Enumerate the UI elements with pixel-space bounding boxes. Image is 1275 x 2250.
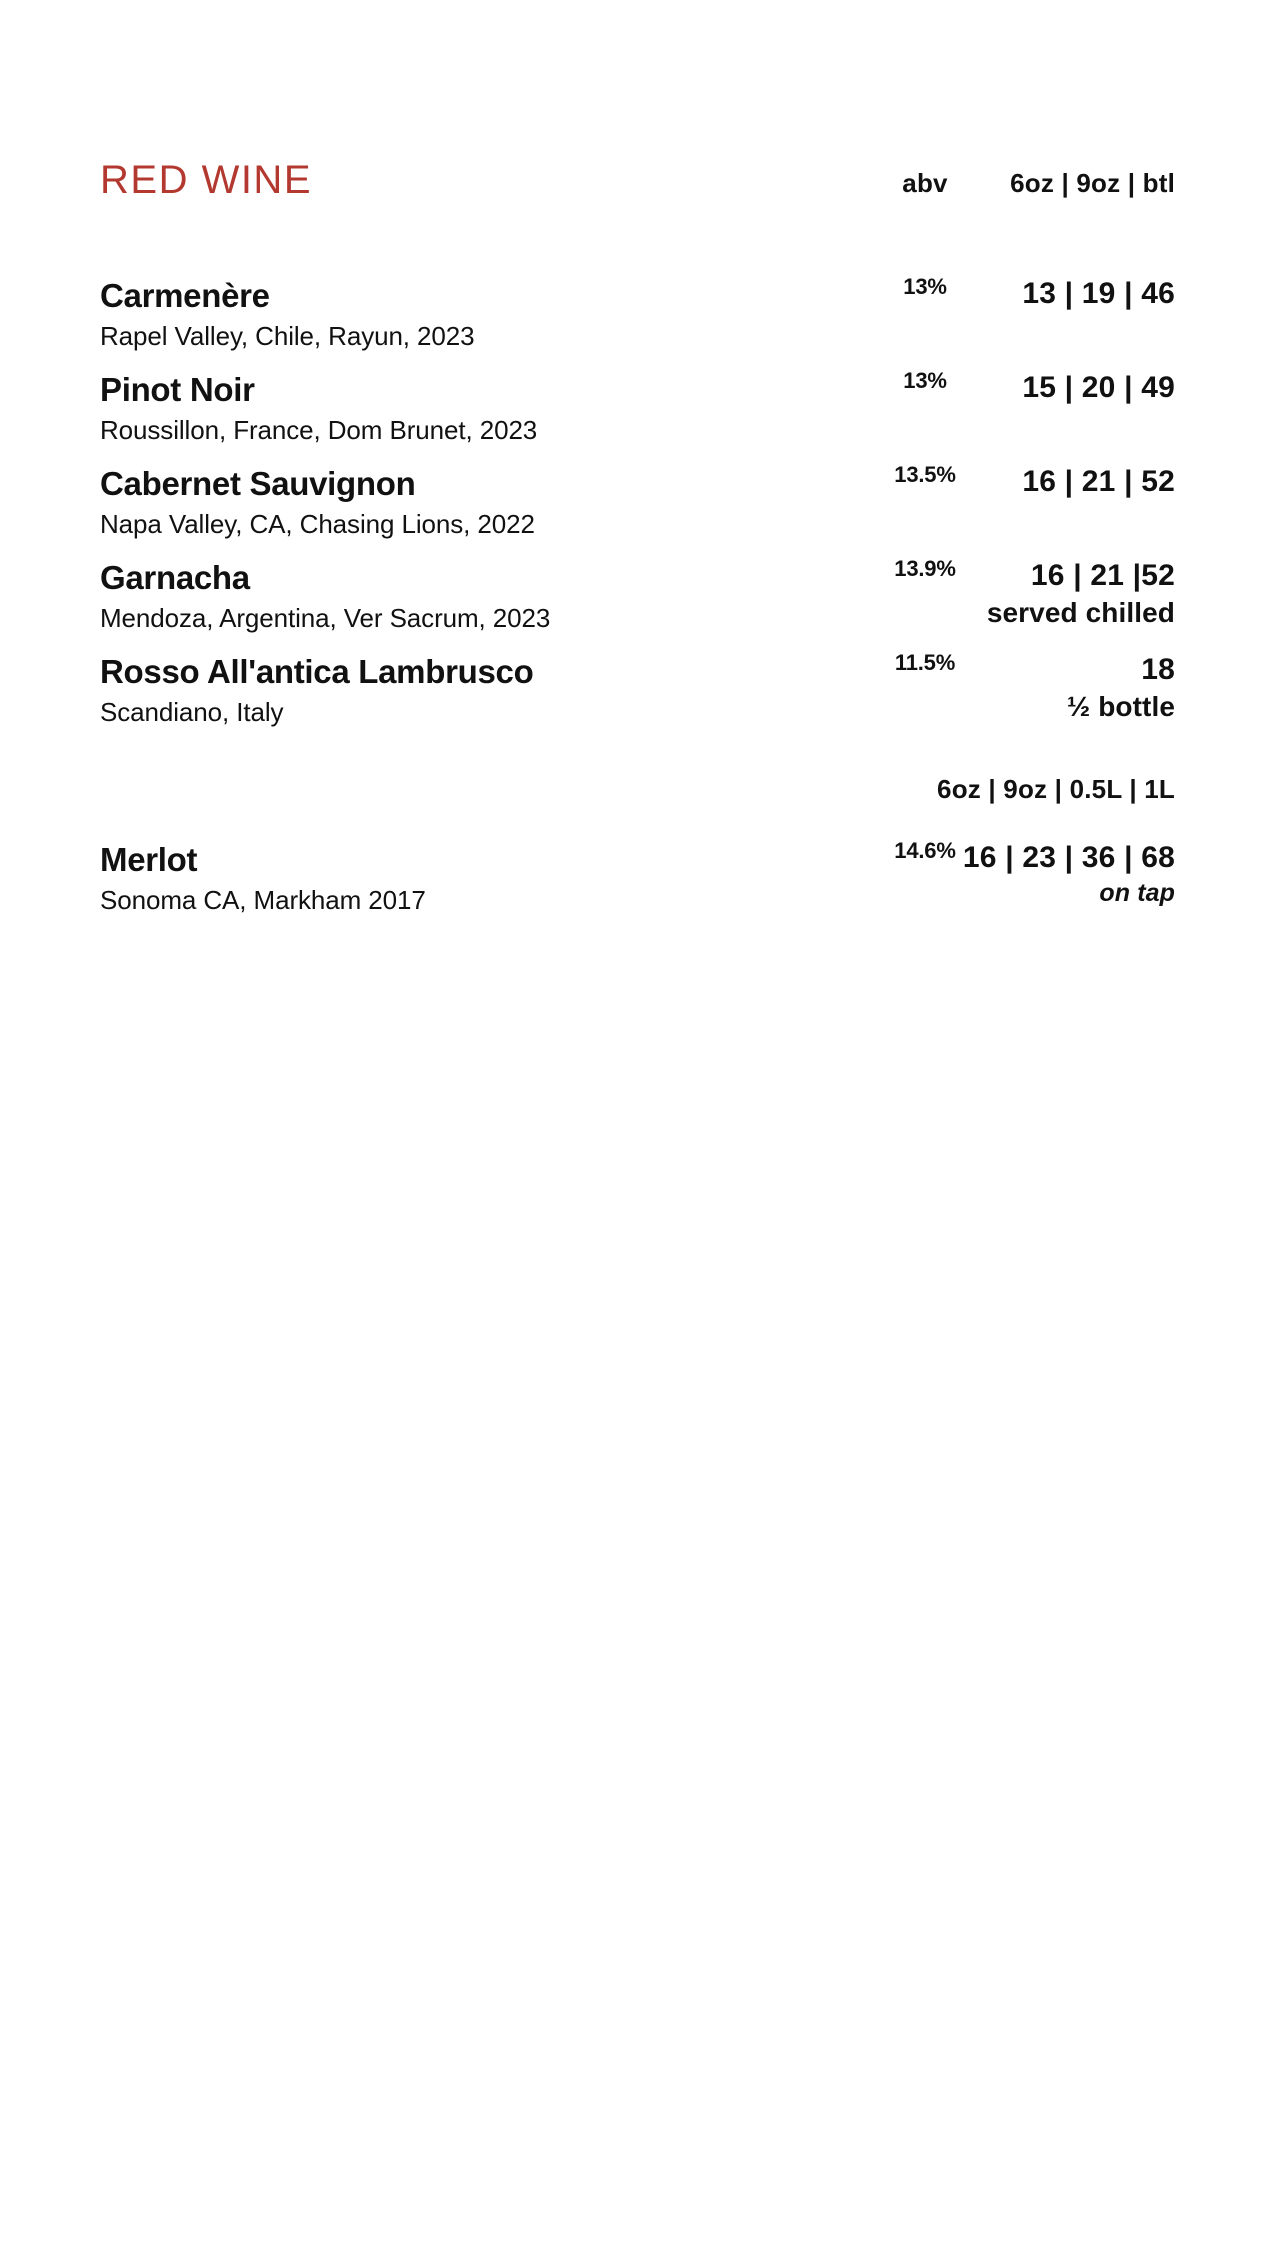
wine-info	[100, 278, 800, 352]
wine-price-block	[1022, 276, 1175, 312]
wine-name: Cabernet Sauvignon	[100, 465, 416, 502]
wine-info	[100, 372, 800, 446]
wine-price: 16 | 23 | 36 | 68	[962, 841, 1175, 874]
wine-item	[100, 462, 1175, 560]
column-header-prices: 6oz | 9oz | btl	[1010, 168, 1175, 198]
wine-serving-note: served chilled	[986, 597, 1175, 628]
wine-price: 13 | 19 | 46	[1022, 277, 1175, 310]
wine-name: Rosso All'antica Lambrusco	[100, 653, 534, 690]
wine-serving-note: on tap	[1099, 879, 1175, 907]
wine-info	[100, 654, 800, 728]
wine-price: 16 | 21 | 52	[1022, 465, 1175, 498]
wine-description: Mendoza, Argentina, Ver Sacrum, 2023	[100, 602, 551, 633]
wine-description: Rapel Valley, Chile, Rayun, 2023	[100, 320, 475, 351]
wine-item	[100, 274, 1175, 372]
column-header-tap-prices: 6oz | 9oz | 0.5L | 1L	[937, 774, 1175, 804]
wine-description: Roussillon, France, Dom Brunet, 2023	[100, 414, 538, 445]
wine-price: 16 | 21 |52	[1030, 559, 1175, 592]
wine-info	[100, 560, 800, 634]
wine-description: Napa Valley, CA, Chasing Lions, 2022	[100, 508, 535, 539]
wine-name: Merlot	[100, 841, 198, 878]
section-header	[100, 150, 1175, 220]
wine-abv: 13%	[903, 368, 947, 393]
wine-description: Scandiano, Italy	[100, 696, 284, 727]
wine-price-block	[963, 840, 1175, 909]
wine-item	[100, 368, 1175, 466]
column-header-abv: abv	[902, 168, 948, 198]
wine-item	[100, 838, 1175, 936]
wine-price: 18	[1141, 653, 1175, 686]
wine-abv: 13%	[903, 274, 947, 299]
wine-name: Carmenère	[100, 277, 270, 314]
wine-info	[100, 466, 800, 540]
wine-abv: 13.9%	[894, 556, 956, 581]
wine-price-block	[1067, 652, 1175, 724]
wine-price-block	[987, 558, 1175, 630]
wine-abv: 11.5%	[894, 650, 956, 675]
wine-serving-note: ½ bottle	[1066, 691, 1175, 722]
wine-description: Sonoma CA, Markham 2017	[100, 884, 426, 915]
secondary-column-header	[100, 774, 1175, 830]
wine-info	[100, 842, 800, 916]
wine-price: 15 | 20 | 49	[1022, 371, 1175, 404]
menu-page	[0, 150, 1275, 2250]
wine-price-block	[1022, 464, 1175, 500]
wine-abv: 14.6%	[894, 838, 956, 863]
wine-list	[100, 274, 1175, 936]
wine-name: Garnacha	[100, 559, 250, 596]
wine-price-block	[1022, 370, 1175, 406]
wine-item	[100, 650, 1175, 774]
wine-abv: 13.5%	[894, 462, 956, 487]
wine-item	[100, 556, 1175, 654]
wine-name: Pinot Noir	[100, 371, 255, 408]
page-title: RED WINE	[100, 158, 312, 202]
